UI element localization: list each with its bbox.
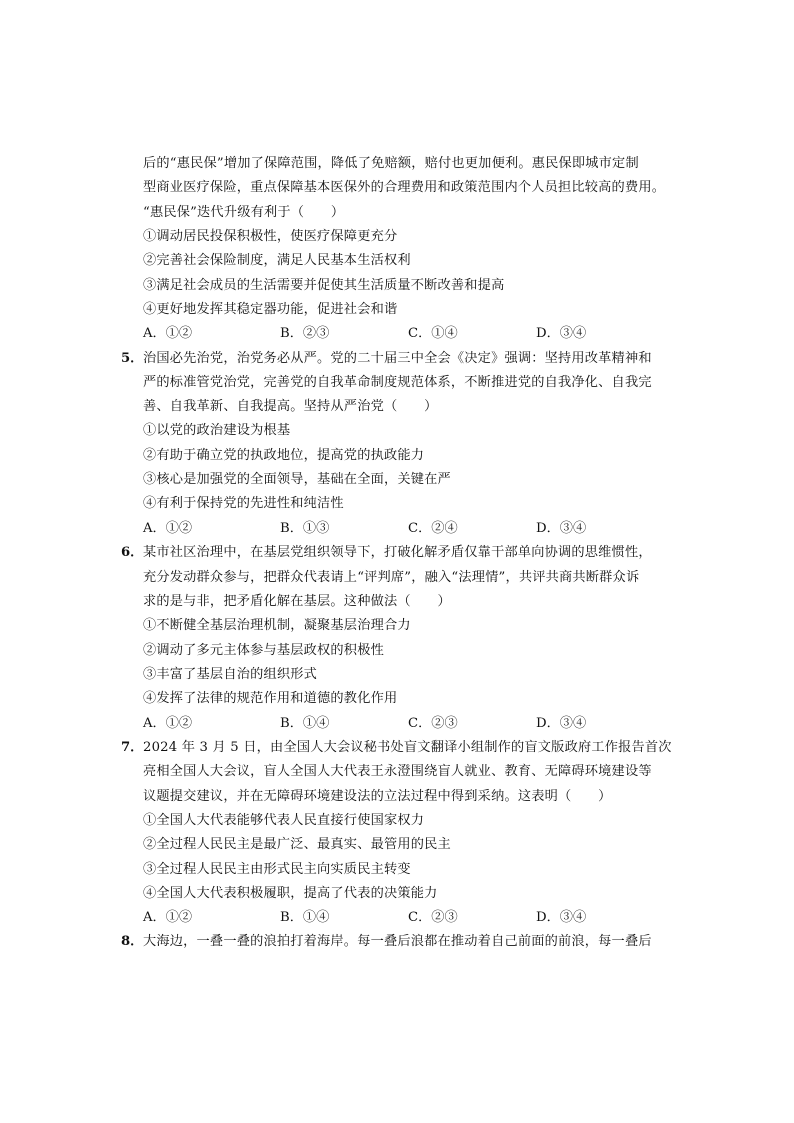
question-5-line-2: 严的标准管党治党，完善党的自我革命制度规范体系，不断推进党的自我净化、自我完	[143, 375, 652, 390]
question-6-number: 6．	[121, 545, 144, 560]
question-4-line-1: 后的“惠民保”增加了保障范围，降低了免赔额，赔付也更加便利。惠民保即城市定制	[143, 156, 639, 171]
question-4-option-c: C．①④	[408, 326, 458, 341]
question-6-option-b: B．①④	[280, 716, 330, 731]
question-7-line-2: 亮相全国人大会议，盲人全国人大代表王永澄围绕盲人就业、教育、无障碍环境建设等	[143, 764, 652, 779]
question-5-number: 5．	[121, 351, 144, 366]
question-6-option-a: A．①②	[143, 716, 193, 731]
question-6-line-3: 求的是与非，把矛盾化解在基层。这种做法（ ）	[143, 594, 451, 609]
question-5-option-a: A．①②	[143, 521, 193, 536]
question-7-option-b: B．①④	[280, 910, 330, 925]
question-7-line-3: 议题提交建议，并在无障碍环境建设法的立法过程中得到采纳。这表明（ ）	[143, 789, 612, 804]
question-6-item-3: ③丰富了基层自治的组织形式	[143, 667, 318, 682]
question-7-item-3: ③全过程人民民主由形式民主向实质民主转变	[143, 862, 411, 877]
question-4-item-2: ②完善社会保险制度，满足人民基本生活权利	[143, 253, 411, 268]
question-6-option-d: D．③④	[536, 716, 587, 731]
question-4-line-2: 型商业医疗保险，重点保障基本医保外的合理费用和政策范围内个人员担比较高的费用。	[143, 180, 666, 195]
question-4-item-1: ①调动居民投保积极性，使医疗保障更充分	[143, 229, 398, 244]
question-4-option-b: B．②③	[280, 326, 330, 341]
question-8-line-1: 大海边，一叠一叠的浪拍打着海岸。每一叠后浪都在推动着自己前面的前浪，每一叠后	[143, 934, 652, 949]
question-5-option-d: D．③④	[536, 521, 587, 536]
question-6-line-2: 充分发动群众参与，把群众代表请上“评判席”，融入“法理情”，共评共商共断群众诉	[143, 570, 640, 585]
question-7-item-1: ①全国人大代表能够代表人民直接行使国家权力	[143, 813, 425, 828]
question-6-item-2: ②调动了多元主体参与基层政权的积极性	[143, 643, 384, 658]
question-7-option-c: C．②③	[408, 910, 458, 925]
question-8-number: 8．	[121, 934, 144, 949]
question-7-item-4: ④全国人大代表积极履职，提高了代表的决策能力	[143, 886, 438, 901]
question-4-option-d: D．③④	[536, 326, 587, 341]
question-7-number: 7．	[121, 740, 144, 755]
question-4-option-a: A．①②	[143, 326, 193, 341]
question-5-item-3: ③核心是加强党的全面领导，基础在全面，关键在严	[143, 472, 451, 487]
question-5-item-1: ①以党的政治建设为根基	[143, 423, 291, 438]
question-6-item-4: ④发挥了法律的规范作用和道德的教化作用	[143, 691, 398, 706]
question-7-option-d: D．③④	[536, 910, 587, 925]
question-5-line-1: 治国必先治党，治党务必从严。党的二十届三中全会《决定》强调：坚持用改革精神和	[143, 351, 652, 366]
question-5-item-4: ④有利于保持党的先进性和纯洁性	[143, 496, 344, 511]
question-5-option-b: B．①③	[280, 521, 330, 536]
question-5-line-3: 善、自我革新、自我提高。坚持从严治党（ ）	[143, 399, 438, 414]
question-4-line-3: “惠民保”迭代升级有利于（ ）	[143, 205, 345, 220]
question-5-item-2: ②有助于确立党的执政地位，提高党的执政能力	[143, 448, 425, 463]
question-4-item-4: ④更好地发挥其稳定器功能，促进社会和谐	[143, 302, 398, 317]
question-6-option-c: C．②③	[408, 716, 458, 731]
question-6-item-1: ①不断健全基层治理机制，凝聚基层治理合力	[143, 618, 411, 633]
question-7-option-a: A．①②	[143, 910, 193, 925]
question-7-line-1: 2024 年 3 月 5 日，由全国人大会议秘书处盲文翻译小组制作的盲文版政府工作报告首次	[143, 740, 672, 755]
question-6-line-1: 某市社区治理中，在基层党组织领导下，打破化解矛盾仅靠干部单向协调的思维惯性，	[143, 545, 652, 560]
question-7-item-2: ②全过程人民民主是最广泛、最真实、最管用的民主	[143, 837, 451, 852]
question-4-item-3: ③满足社会成员的生活需要并促使其生活质量不断改善和提高	[143, 278, 505, 293]
question-5-option-c: C．②④	[408, 521, 458, 536]
